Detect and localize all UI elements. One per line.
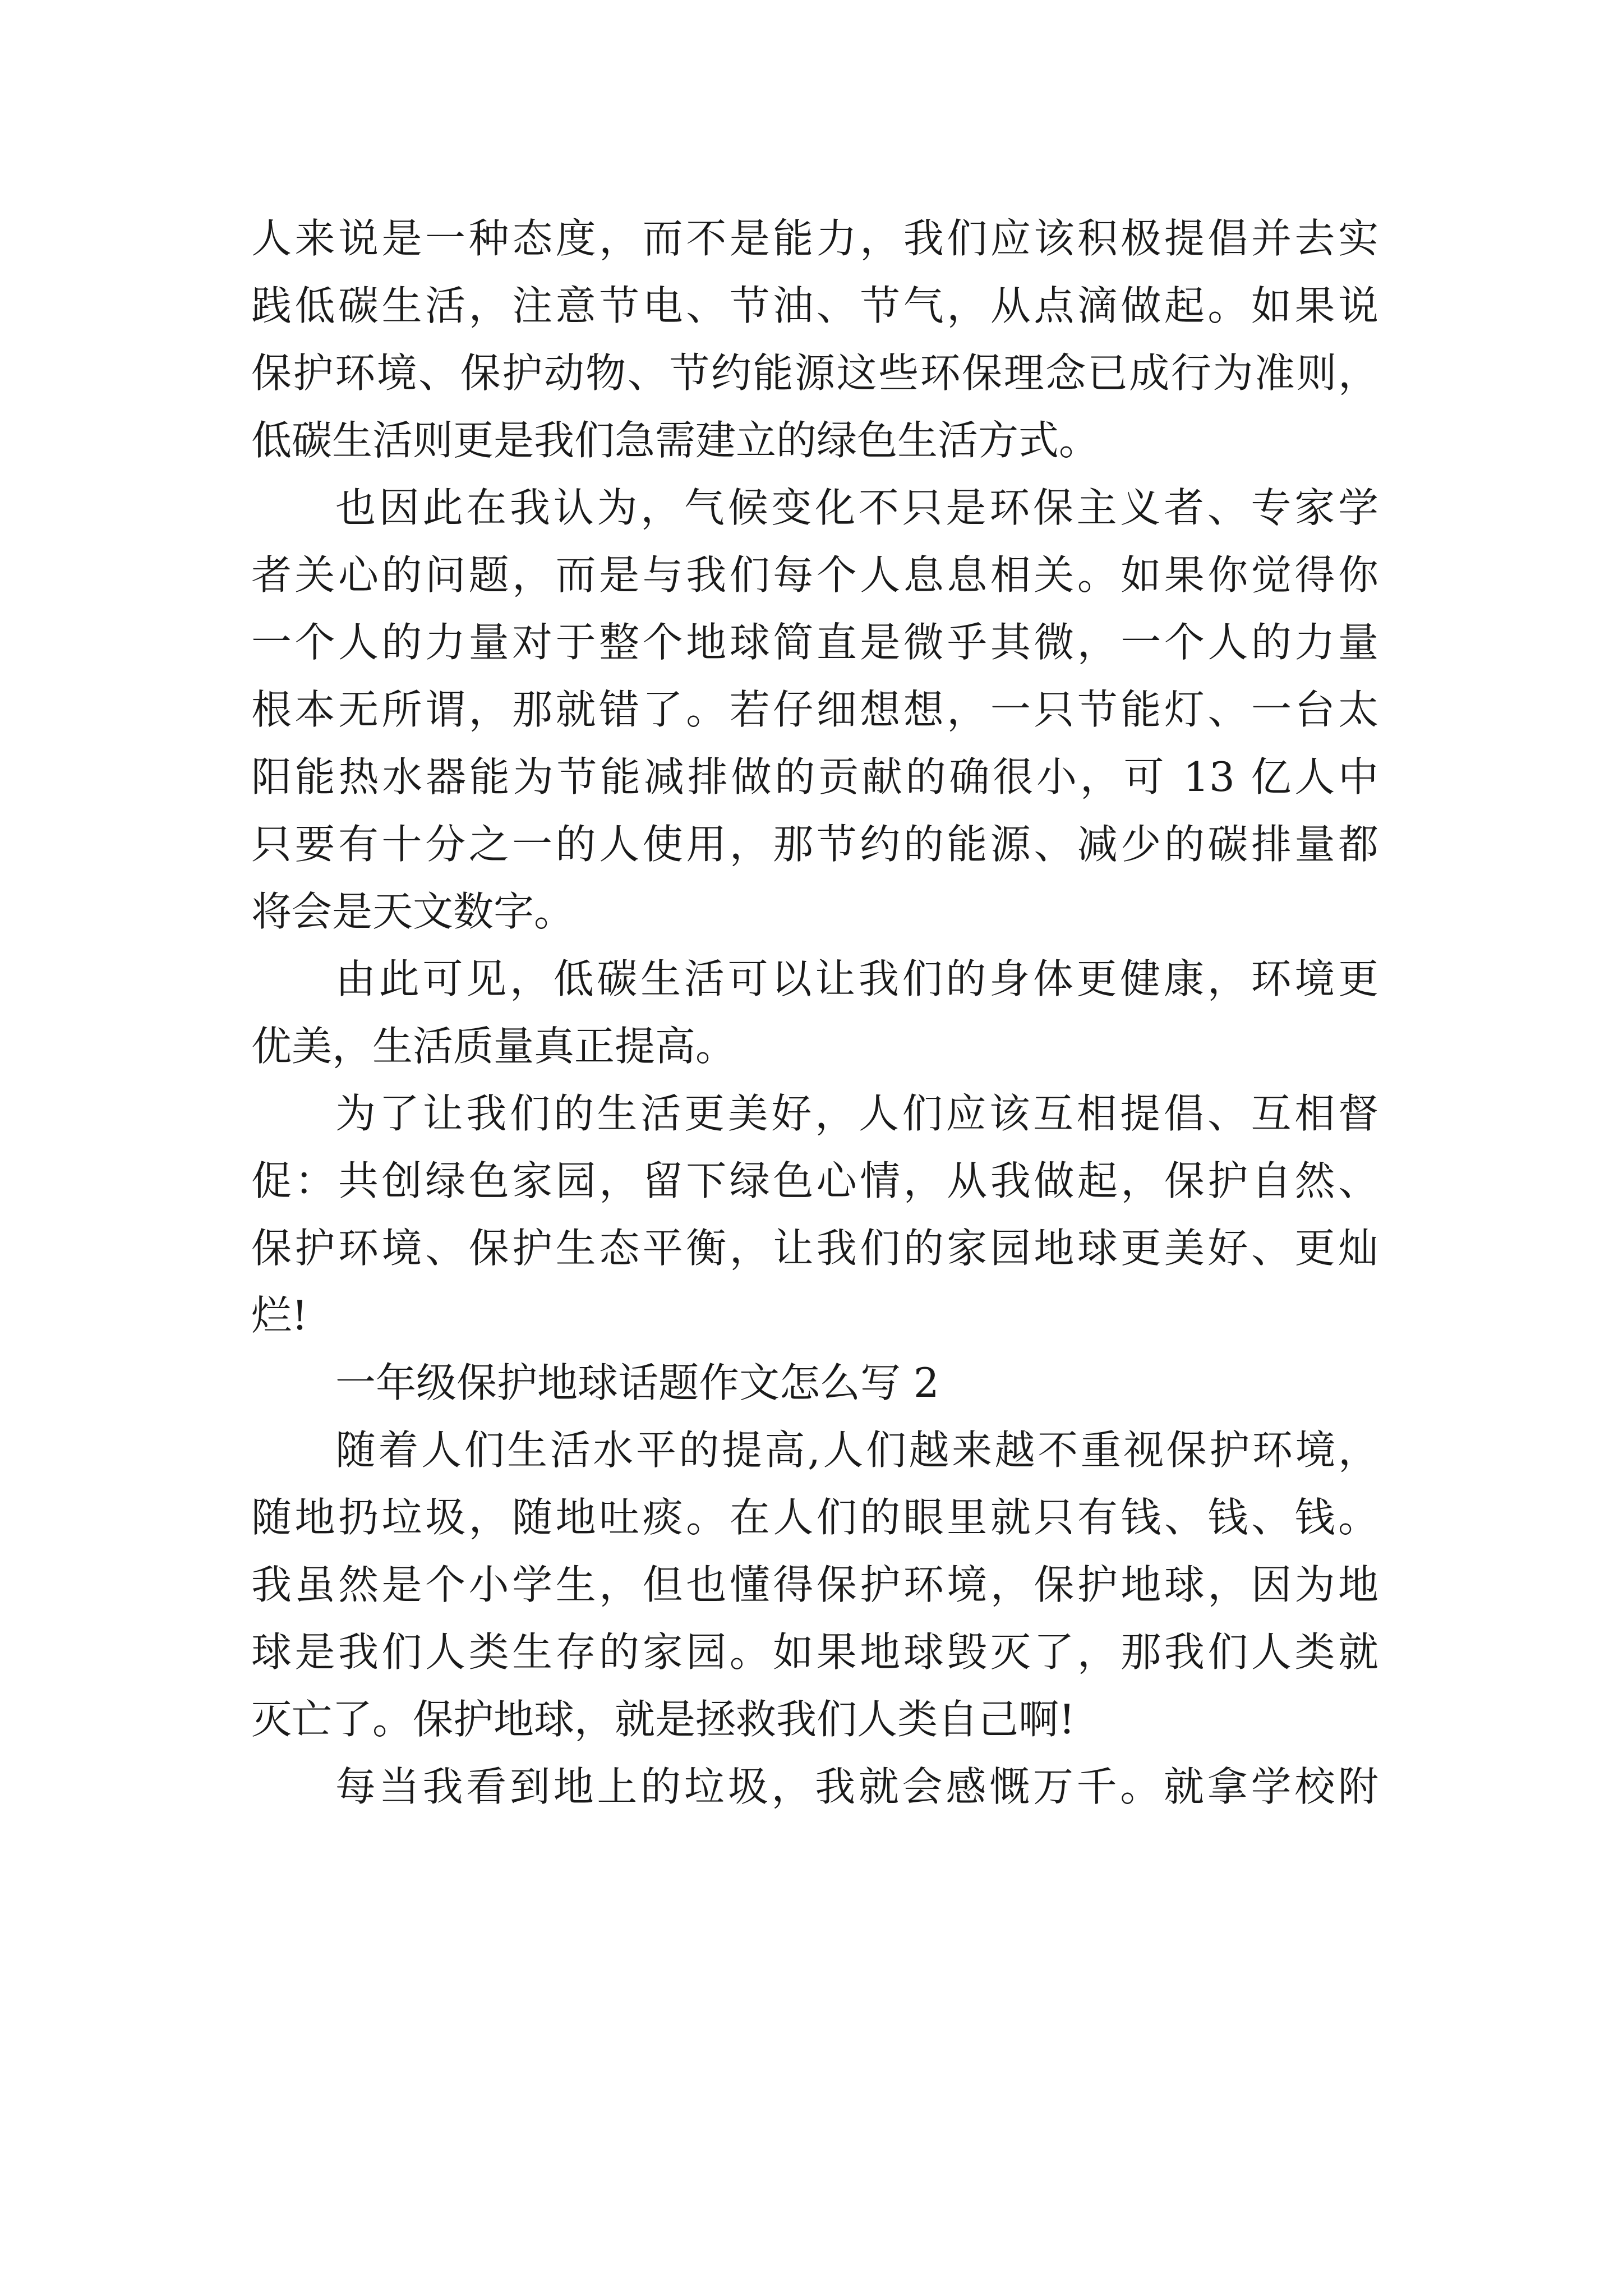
text-line: 为了让我们的生活更美好，人们应该互相提倡、互相督 [335, 1090, 1378, 1137]
text-line: 球是我们人类生存的家园。如果地球毁灭了，那我们人类就 [251, 1628, 1378, 1676]
text-line: 保护环境、保护动物、节约能源这些环保理念已成行为准则， [251, 349, 1378, 397]
document-body [251, 205, 1378, 1820]
text-line: 人来说是一种态度，而不是能力，我们应该积极提倡并去实 [251, 215, 1378, 262]
text-line: 一年级保护地球话题作文怎么写 2 [335, 1359, 939, 1406]
text-line: 灭亡了。保护地球，就是拯救我们人类自己啊! [251, 1696, 1075, 1743]
text-line: 也因此在我认为，气候变化不只是环保主义者、专家学 [335, 484, 1378, 531]
text-line: 保护环境、保护生态平衡，让我们的家园地球更美好、更灿 [251, 1225, 1378, 1272]
text-line: 者关心的问题，而是与我们每个人息息相关。如果你觉得你 [251, 551, 1378, 599]
text-line: 随地扔垃圾，随地吐痰。在人们的眼里就只有钱、钱、钱。 [251, 1494, 1378, 1541]
text-line: 一个人的力量对于整个地球简直是微乎其微，一个人的力量 [251, 619, 1378, 666]
text-line: 促：共创绿色家园，留下绿色心情，从我做起，保护自然、 [251, 1157, 1378, 1204]
text-line: 由此可见，低碳生活可以让我们的身体更健康，环境更 [335, 955, 1378, 1002]
text-line: 只要有十分之一的人使用，那节约的能源、减少的碳排量都 [251, 821, 1378, 868]
text-line: 我虽然是个小学生，但也懂得保护环境，保护地球，因为地 [251, 1561, 1378, 1608]
text-line: 践低碳生活，注意节电、节油、节气，从点滴做起。如果说 [251, 282, 1378, 329]
text-line: 低碳生活则更是我们急需建立的绿色生活方式。 [251, 417, 1100, 464]
text-line: 每当我看到地上的垃圾，我就会感慨万千。就拿学校附 [335, 1763, 1378, 1810]
text-line: 阳能热水器能为节能减排做的贡献的确很小，可 13 亿人中 [251, 753, 1378, 800]
text-line: 根本无所谓，那就错了。若仔细想想，一只节能灯、一台太 [251, 686, 1378, 733]
text-line: 烂! [251, 1292, 308, 1339]
text-line: 随着人们生活水平的提高,人们越来越不重视保护环境， [335, 1427, 1378, 1474]
text-line: 优美，生活质量真正提高。 [251, 1023, 736, 1070]
text-line: 将会是天文数字。 [251, 888, 575, 935]
